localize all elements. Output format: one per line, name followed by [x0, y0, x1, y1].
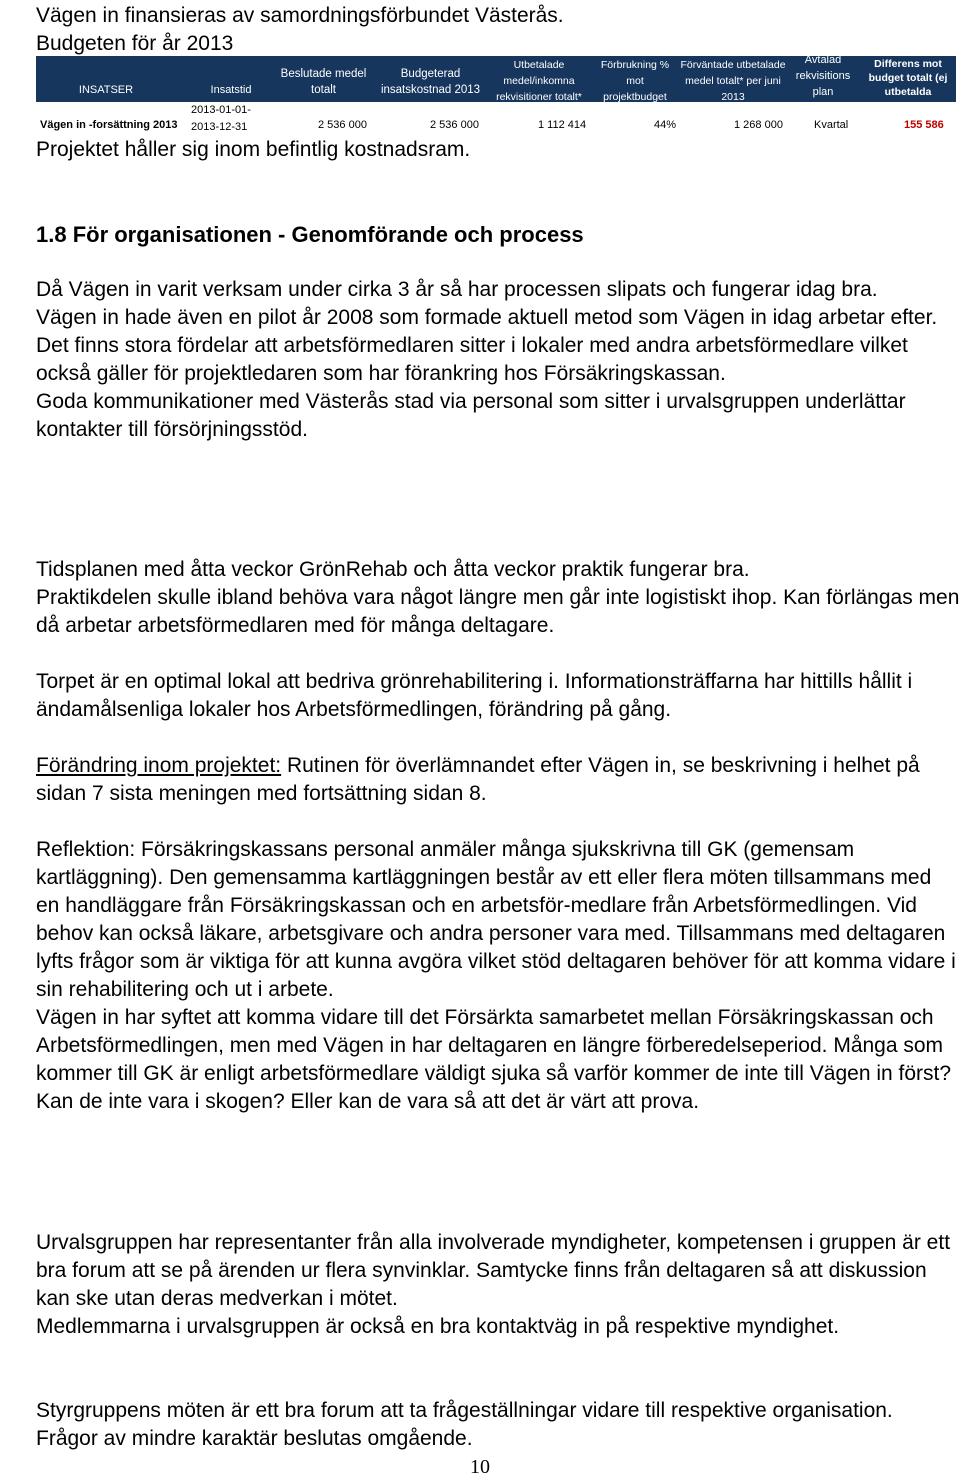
cell-beslutade: 2 536 000 — [318, 119, 367, 131]
header-beslutade: Beslutade medel totalt — [280, 68, 367, 96]
header-forvantade: Förväntade utbetalade medel totalt* per juni 2013 — [680, 59, 786, 103]
paragraph-members: Medlemmarna i urvalsgruppen är också en bra kontaktväg in på respektive myndighet. — [36, 1315, 840, 1338]
body-block-2 — [36, 556, 960, 640]
section-heading: 1.8 För organisationen - Genomförande och process — [36, 222, 584, 247]
intro-line-budget-title: Budgeten för år 2013 — [36, 32, 234, 55]
paragraph-advantages: Det finns stora fördelar att arbetsförmedlaren sitter i lokaler med andra arbetsförmedlare vilket också gäller för projektledaren som har förankring hos Försäkringskassan. — [36, 334, 908, 385]
body-block-7 — [36, 1397, 960, 1453]
body-block-4 — [36, 752, 960, 808]
budget-table — [36, 56, 956, 136]
body-block-1 — [36, 276, 960, 444]
header-forbrukning: Förbrukning % mot projektbudget — [600, 59, 670, 103]
paragraph-steering-group: Styrgruppens möten är ett bra forum att ta frågeställningar vidare till respektive organisation. Frågor av mindre karaktär beslutas omgående. — [36, 1399, 893, 1450]
paragraph-process: Då Vägen in varit verksam under cirka 3 år så har processen slipats och fungerar idag bra. — [36, 278, 878, 301]
header-avtalad: Avtalad rekvisitions plan — [795, 54, 851, 98]
paragraph-practice: Praktikdelen skulle ibland behöva vara något längre men går inte logistiskt ihop. Kan förlängas men då arbetar arbetsförmedlaren med för många deltagare. — [36, 586, 960, 637]
paragraph-reflection: Reflektion: Försäkringskassans personal anmäler många sjukskrivna till GK (gemensam kartläggning). Den gemensamma kartläggningen består av ett eller flera möten tillsammans med en handläggare från Försäkringskassan och en arbetsför-medlare från Arbetsförmedlingen. Vid behov kan också läkare, arbetsgivare och andra personer vara med. Tillsammans med deltagaren lyfts frågor som är viktiga för att kunna avgöra vilket stöd deltagaren behöver för att komma vidare i sin rehabilitering och ut i arbete. — [36, 838, 956, 1001]
paragraph-purpose: Vägen in har syftet att komma vidare till det Försärkta samarbetet mellan Försäkringskassan och Arbetsförmedlingen, men med Vägen in har deltagaren en längre förberedelseperiod. Många som kommer till GK är enligt arbetsförmedlare väldigt sjuka så varför kommer de inte till Vägen in först? Kan de inte vara i skogen? Eller kan de vara så att det är värt att prova. — [36, 1006, 952, 1113]
cell-insatser: Vägen in -forsättning 2013 — [40, 119, 178, 131]
body-block-3 — [36, 668, 960, 724]
paragraph-communications: Goda kommunikationer med Västerås stad via personal som sitter i urvalsgruppen underlättar kontakter till försörjningsstöd. — [36, 390, 906, 441]
change-text: Rutinen för överlämnandet efter Vägen in, se beskrivning i helhet på sidan 7 sista meningen med fortsättning sidan 8. — [36, 754, 920, 805]
cell-utbetalade: 1 112 414 — [538, 119, 587, 131]
header-insatser: INSATSER — [78, 84, 134, 96]
cell-avtalad: Kvartal — [814, 119, 849, 131]
header-utbetalade: Utbetalade medel/inkomna rekvisitioner totalt* — [496, 59, 582, 103]
cell-budgeterad: 2 536 000 — [430, 119, 479, 131]
change-label: Förändring inom projektet: — [36, 754, 282, 777]
header-insatstid: Insatstid — [210, 84, 252, 96]
paragraph-premises: Torpet är en optimal lokal att bedriva grönrehabilitering i. Informationsträffarna har hittills hållit i ändamålsenliga lokaler hos Arbetsförmedlingen, förändring på gång. — [36, 670, 913, 721]
intro-line-financing: Vägen in finansieras av samordningsförbundet Västerås. — [36, 4, 564, 27]
cell-insatstid-end: 2013-12-31 — [191, 121, 248, 133]
body-block-5 — [36, 836, 960, 1116]
header-differens: Differens mot budget totalt (ej utbetalda — [868, 58, 948, 98]
paragraph-selection-group: Urvalsgruppen har representanter från alla involverade myndigheter, kompetensen i gruppen är ett bra forum att se på ärenden ur flera synvinklar. Samtycke finns från deltagaren så att diskussion kan ske utan deras medverkan i mötet. — [36, 1231, 951, 1310]
cell-forbrukning: 44% — [654, 119, 677, 131]
body-block-6 — [36, 1229, 960, 1341]
header-budgeterad: Budgeterad insatskostnad 2013 — [380, 68, 481, 96]
intro — [36, 2, 564, 58]
cell-differens: 155 586 — [904, 119, 944, 131]
paragraph-change — [36, 752, 960, 808]
cell-insatstid-start: 2013-01-01- — [191, 104, 251, 116]
page-number: 10 — [470, 1456, 490, 1478]
cost-frame-note: Projektet håller sig inom befintlig kostnadsram. — [36, 138, 471, 161]
paragraph-pilot: Vägen in hade även en pilot år 2008 som formade aktuell metod som Vägen in idag arbetar efter. — [36, 306, 938, 329]
cell-forvantade: 1 268 000 — [734, 119, 783, 131]
paragraph-schedule: Tidsplanen med åtta veckor GrönRehab och åtta veckor praktik fungerar bra. — [36, 558, 750, 581]
